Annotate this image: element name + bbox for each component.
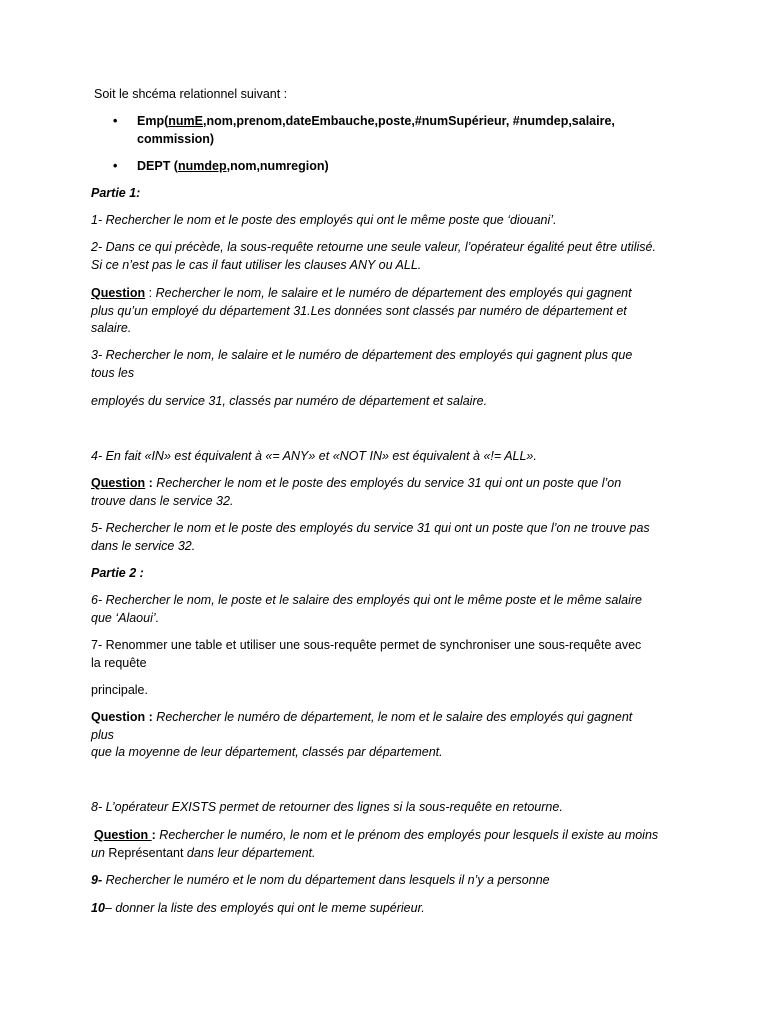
question-label: Question bbox=[91, 286, 146, 300]
part1-heading: Partie 1: bbox=[91, 186, 141, 200]
question-a: Question : Rechercher le nom, le salaire et le numéro de département des employés qui gagnent plus qu’un employé du département 31.Les données sont classés par numéro de département et salaire. bbox=[91, 286, 632, 335]
question-label: Question : bbox=[91, 710, 153, 724]
schema-item-dept: • DEPT (numdep,nom,numregion) bbox=[91, 158, 329, 176]
question-3: 3- Rechercher le nom, le salaire et le numéro de département des employés qui gagnent plus que tous les bbox=[91, 348, 633, 380]
question-9: 9- Rechercher le numéro et le nom du département dans lesquels il n’y a personne bbox=[91, 873, 550, 887]
question-6: 6- Rechercher le nom, le poste et le salaire des employés qui ont le même poste et le même salaire que ‘Alaoui’. bbox=[91, 593, 642, 625]
question-8: 8- L’opérateur EXISTS permet de retourner des lignes si la sous-requête en retourne. bbox=[91, 800, 563, 814]
dept-key: numdep bbox=[177, 159, 227, 173]
question-5: 5- Rechercher le nom et le poste des employés du service 31 qui ont un poste que l’on ne trouve pas dans le service 32. bbox=[91, 521, 650, 553]
schema-list-dept bbox=[91, 158, 329, 176]
question-c: Question : Rechercher le numéro de département, le nom et le salaire des employés qui gagnent plus que la moyenne de leur département, classés par département. bbox=[91, 710, 633, 759]
question-2: 2- Dans ce qui précède, la sous-requête retourne une seule valeur, l’opérateur égalité peut être utilisé. Si ce n’est pas le cas il faut utiliser les clauses ANY ou ALL. bbox=[91, 240, 656, 272]
emp-key: numE bbox=[168, 114, 203, 128]
question-10: 10– donner la liste des employés qui ont le meme supérieur. bbox=[91, 901, 425, 915]
intro-text: Soit le shcéma relationnel suivant : bbox=[94, 87, 288, 101]
schema-list bbox=[91, 113, 615, 148]
schema-item-emp: • Emp(numE,nom,prenom,dateEmbauche,poste,#numSupérieur, #numdep,salaire, commission) bbox=[91, 113, 615, 148]
question-label: Question bbox=[94, 828, 152, 842]
question-3-cont: employés du service 31, classés par numéro de département et salaire. bbox=[91, 394, 488, 408]
question-1: 1- Rechercher le nom et le poste des employés qui ont le même poste que ‘diouani’. bbox=[91, 213, 557, 227]
question-7-cont: principale. bbox=[91, 683, 148, 697]
question-4: 4- En fait «IN» est équivalent à «= ANY» et «NOT IN» est équivalent à «!= ALL». bbox=[91, 449, 537, 463]
part2-heading: Partie 2 : bbox=[91, 566, 144, 580]
question-b: Question : Rechercher le nom et le poste des employés du service 31 qui ont un poste que l’on trouve dans le service 32. bbox=[91, 476, 622, 508]
question-7: 7- Renommer une table et utiliser une sous-requête permet de synchroniser une sous-requête avec la requête bbox=[91, 638, 642, 670]
question-label: Question bbox=[91, 476, 146, 490]
question-d: Question : Rechercher le numéro, le nom et le prénom des employés pour lesquels il existe au moins un Représentant dans leur département. bbox=[91, 828, 659, 860]
